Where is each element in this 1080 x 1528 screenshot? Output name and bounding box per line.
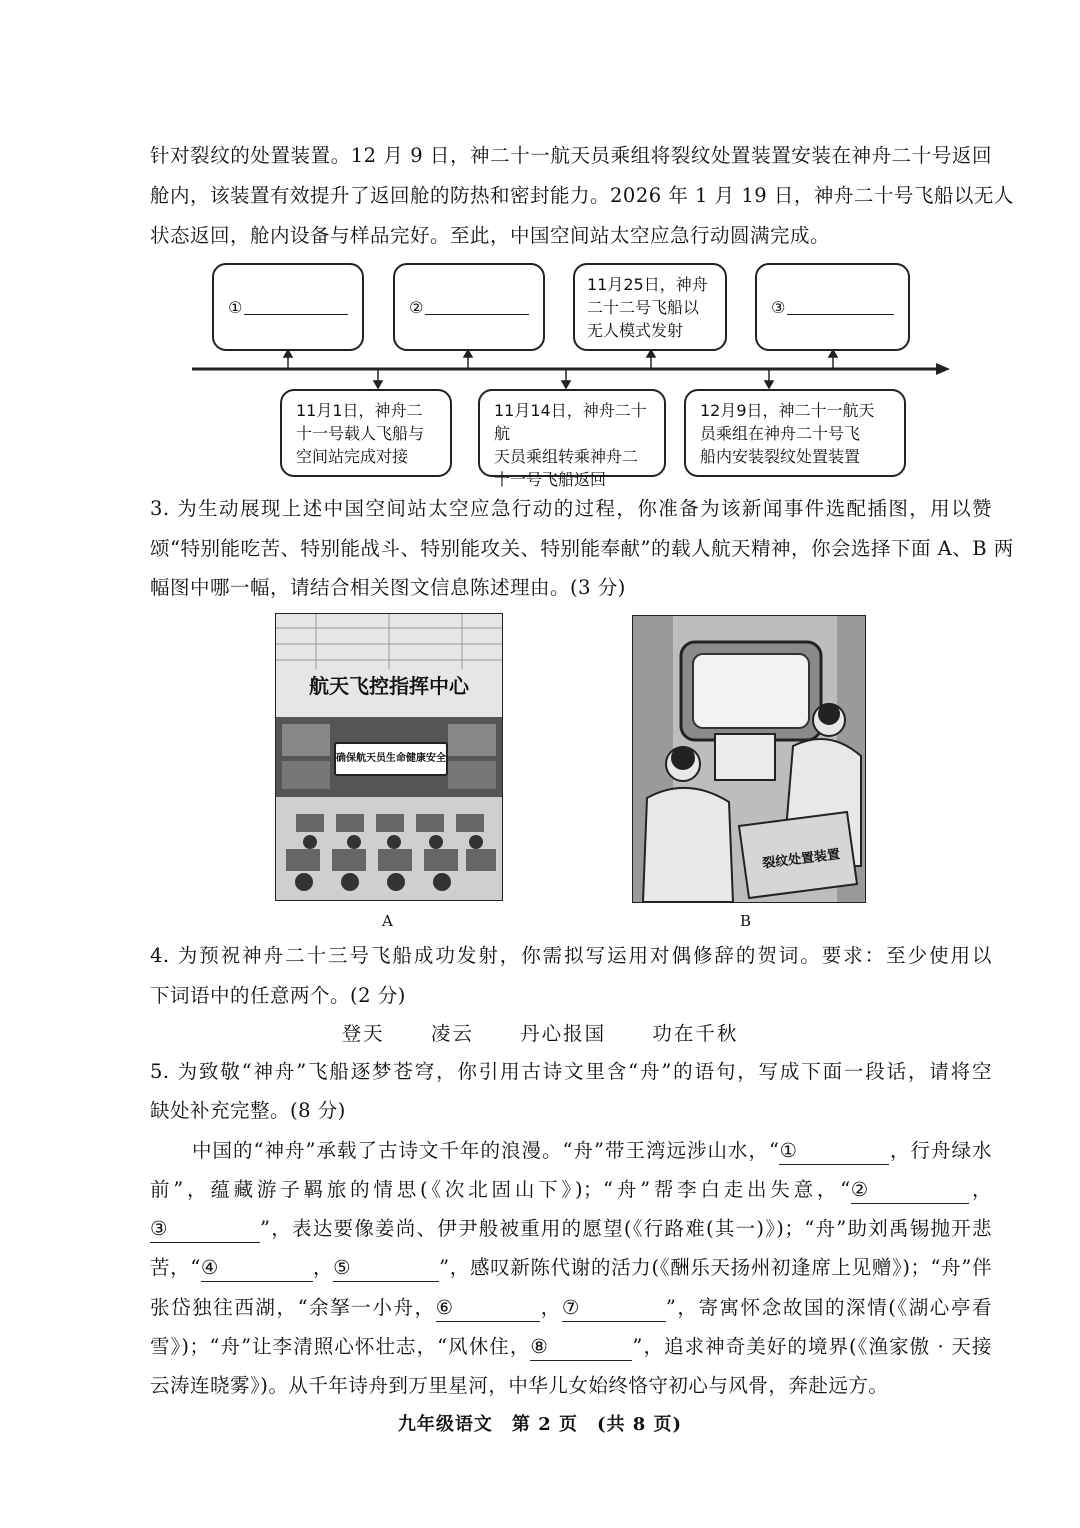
text: ， (968, 1178, 992, 1201)
answer-blank-2[interactable] (425, 300, 529, 315)
blank-marker-3: ③ (771, 297, 786, 317)
event-text: 员乘组在神舟二十号飞 (700, 424, 861, 443)
q5-para-line-3 (150, 1211, 992, 1247)
q5-para-line-7: 云涛连晓雾》)。从千年诗舟到万里星河，中华儿女始终恪守初心与风骨，奔赴远方。 (150, 1374, 889, 1397)
text: 前”，蕴藏游子羁旅的情思(《次北固山下》)；“舟”帮李白走出失意，“ (150, 1178, 851, 1201)
text: 雪》)；“舟”让李清照心怀壮志，“风休住， (150, 1335, 531, 1358)
q5-para-line-6 (150, 1329, 992, 1365)
answer-blank-3[interactable] (787, 300, 894, 315)
word-option: 凌云 (430, 1022, 474, 1045)
q5-line-1: 5. 为致敬“神舟”飞船逐梦苍穹，你引用古诗文里含“舟”的语句，写成下面一段话，请将空 (150, 1060, 992, 1083)
fill-blank-3[interactable]: ③ (150, 1216, 260, 1243)
word-option: 功在千秋 (652, 1022, 739, 1045)
intro-line-2: 舱内，该装置有效提升了返回舱的防热和密封能力。2026 年 1 月 19 日，神舟二十号飞船以无人 (150, 184, 1014, 207)
text: 张岱独往西湖，“余拏一小舟， (150, 1296, 436, 1319)
figure-b-caption: B (740, 912, 752, 930)
text: ”，感叹新陈代谢的活力(《酬乐天扬州初逢席上见赠》)；“舟”伴 (439, 1256, 992, 1279)
q3-line-1: 3. 为生动展现上述中国空间站太空应急行动的过程，你准备为该新闻事件选配插图，用以赞 (150, 497, 992, 520)
fill-blank-6[interactable]: ⑥ (436, 1295, 540, 1322)
event-text: 十一号载人飞船与 (296, 424, 425, 443)
q5-line-2: 缺处补充完整。(8 分) (150, 1099, 346, 1122)
timeline-top-box-3 (573, 263, 727, 351)
text: ”，追求神奇美好的境界(《渔家傲 · 天接 (632, 1335, 992, 1358)
page-footer: 九年级语文 第 2 页 (共 8 页) (397, 1414, 683, 1435)
event-text: 11月1日，神舟二 (296, 401, 423, 420)
event-text: 二十二号飞船以 (587, 298, 700, 317)
blank-marker-2: ② (409, 297, 424, 317)
q4-line-2: 下词语中的任意两个。(2 分) (150, 984, 406, 1007)
q3-line-3: 幅图中哪一幅，请结合相关图文信息陈述理由。(3 分) (150, 576, 626, 599)
event-text: 12月9日，神二十一航天 (700, 401, 875, 420)
fill-blank-1[interactable]: ① (779, 1138, 889, 1165)
text: ”，寄寓怀念故国的深情(《湖心亭看 (665, 1296, 992, 1319)
answer-blank-1[interactable] (244, 300, 348, 315)
timeline-bottom-box-2 (478, 389, 666, 489)
fill-blank-2[interactable]: ② (851, 1177, 969, 1204)
word-option: 登天 (341, 1022, 385, 1045)
word-option: 丹心报国 (520, 1022, 607, 1045)
figure-a-control-center (275, 613, 503, 901)
figure-a-caption: A (382, 912, 393, 930)
fill-blank-8[interactable]: ⑧ (530, 1334, 632, 1361)
timeline-bottom-box-3 (684, 389, 906, 477)
event-text: 11月14日，神舟二十航 (494, 401, 647, 443)
timeline-top-box-1 (212, 263, 364, 351)
blank-marker-1: ① (228, 297, 243, 317)
text: 苦，“ (150, 1256, 201, 1279)
crack-device-label: 裂纹处置装置 (761, 847, 841, 872)
event-text: 天员乘组转乘神舟二 (494, 447, 639, 466)
timeline-top-box-2 (393, 263, 545, 351)
q5-para-line-2 (150, 1172, 992, 1208)
event-text: 11月25日，神舟 (587, 275, 708, 294)
text: ”，表达要像姜尚、伊尹般被重用的愿望(《行路难(其一)》)；“舟”助刘禹锡抛开悲 (260, 1217, 992, 1240)
timeline-top-box-4 (755, 263, 910, 351)
control-center-sign: 航天飞控指挥中心 (309, 674, 469, 698)
text: 中国的“神舟”承载了古诗文千年的浪漫。“舟”带王湾远涉山水，“ (192, 1139, 780, 1162)
intro-line-1: 针对裂纹的处置装置。12 月 9 日，神二十一航天员乘组将裂纹处置装置安装在神舟二十号返回 (150, 144, 992, 167)
q5-para-line-1 (150, 1133, 992, 1169)
intro-line-3: 状态返回，舱内设备与样品完好。至此，中国空间站太空应急行动圆满完成。 (150, 224, 831, 247)
text: ，行舟绿水 (889, 1139, 992, 1162)
timeline-bottom-box-1 (280, 389, 452, 477)
text: ， (312, 1256, 334, 1279)
fill-blank-7[interactable]: ⑦ (562, 1295, 666, 1322)
event-text: 船内安装裂纹处置装置 (700, 447, 861, 466)
event-text: 无人模式发射 (587, 321, 684, 340)
text: ， (539, 1296, 562, 1319)
fill-blank-5[interactable]: ⑤ (333, 1255, 439, 1282)
q3-line-2: 颂“特别能吃苦、特别能战斗、特别能攻关、特别能奉献”的载人航天精神，你会选择下面 A、B 两 (150, 537, 1014, 560)
fill-blank-4[interactable]: ④ (201, 1255, 313, 1282)
q4-word-list (0, 1018, 1080, 1046)
control-center-banner: 确保航天员生命健康安全 (334, 742, 448, 776)
event-text: 空间站完成对接 (296, 447, 409, 466)
q4-line-1: 4. 为预祝神舟二十三号飞船成功发射，你需拟写运用对偶修辞的贺词。要求：至少使用以 (150, 944, 992, 967)
figure-b-astronauts (632, 615, 866, 903)
event-text: 十一号飞船返回 (494, 470, 607, 489)
q5-para-line-5 (150, 1290, 992, 1326)
q5-para-line-4 (150, 1250, 992, 1286)
